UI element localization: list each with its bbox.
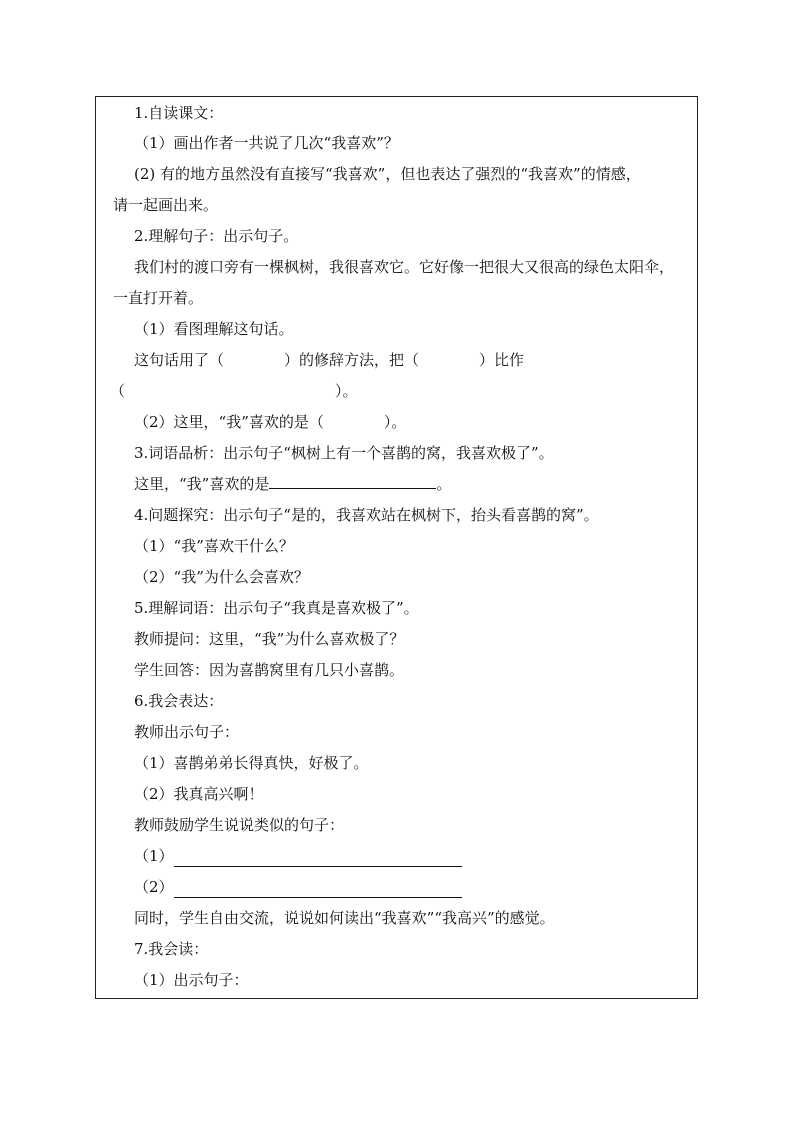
section-2-heading: 2.理解句子：出示句子。 [134,227,299,245]
free-exchange: 同时，学生自由交流，说说如何读出“我喜欢”“我高兴”的感觉。 [134,909,555,927]
section-3-fill-in [134,473,451,495]
task-1-1: （1）画出作者一共说了几次“我喜欢”？ [134,134,399,152]
answer-blank[interactable] [269,473,436,489]
section-4-heading: 4.问题探究：出示句子“是的，我喜欢站在枫树下，抬头看喜鹊的窝”。 [134,506,599,524]
task-4-2: （2）“我”为什么会喜欢？ [134,568,309,586]
student-sentence-1-line[interactable] [174,866,462,867]
teacher-encourages: 教师鼓励学生说说类似的句子： [134,816,345,834]
section-7-heading: 7.我会读： [134,940,209,958]
task-1-2: (2) 有的地方虽然没有直接写“我喜欢”，但也表达了强烈的“我喜欢”的情感， [134,165,641,183]
teacher-question: 教师提问：这里，“我”为什么喜欢极了？ [134,630,405,648]
fill-in-rhetoric: 这句话用了（ ）的修辞方法，把（ ）比作 [134,351,525,369]
section-3-period: 。 [436,475,452,493]
task-2-1: （1）看图理解这句话。 [134,320,294,338]
section-1-heading: 1.自读课文： [134,104,224,122]
section-3-prompt: 这里，“我”喜欢的是 [134,475,270,493]
student-sentence-2-line[interactable] [174,897,462,898]
teacher-shows: 教师出示句子： [134,723,240,741]
task-1-2-cont: 请一起画出来。 [113,196,219,214]
task-2-2: （2）这里，“我”喜欢的是（ ）。 [134,413,407,431]
student-answer: 学生回答：因为喜鹊窝里有几只小喜鹊。 [134,661,405,679]
example-sentence-2: （2）我真高兴啊！ [134,785,264,803]
quoted-sentence-cont: 一直打开着。 [113,289,204,307]
example-sentence-1: （1）喜鹊弟弟长得真快，好极了。 [134,754,369,772]
fill-in-rhetoric-cont: （ ）。 [110,382,358,400]
section-6-heading: 6.我会表达： [134,692,224,710]
student-sentence-2-label: （2） [134,878,174,896]
section-5-heading: 5.理解词语：出示句子“我真是喜欢极了”。 [134,599,419,617]
section-3-heading: 3.词语品析：出示句子“枫树上有一个喜鹊的窝，我喜欢极了”。 [134,444,554,462]
student-sentence-1-label: （1） [134,847,174,865]
task-7-1: （1）出示句子： [134,971,249,989]
task-4-1: （1）“我”喜欢干什么？ [134,537,294,555]
quoted-sentence: 我们村的渡口旁有一棵枫树，我很喜欢它。它好像一把很大又很高的绿色太阳伞， [134,258,675,276]
